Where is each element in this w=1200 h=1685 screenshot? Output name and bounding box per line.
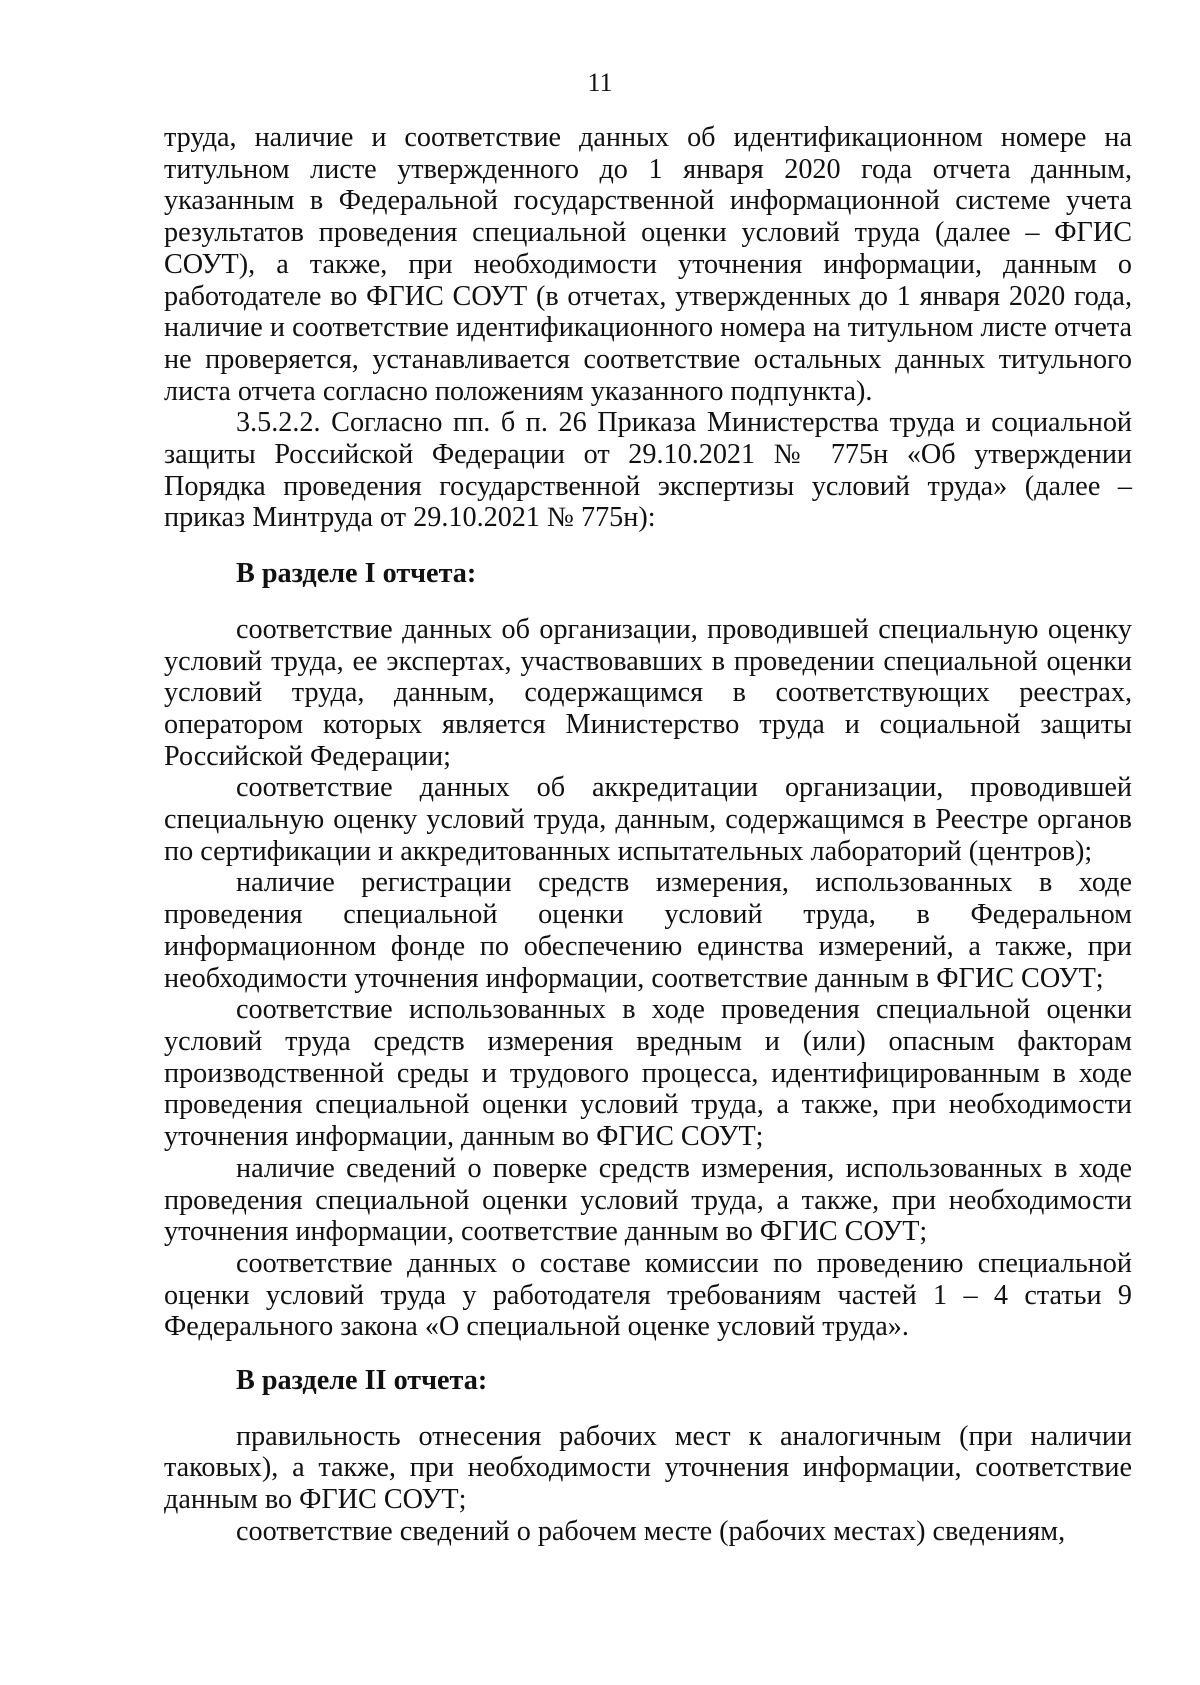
section1-item: соответствие данных об аккредитации организации, проводившей специальную оценку условий труда, данным, содержащимся в Реестре органов по сертификации и аккредитованных испытательных лабораторий (центров); [164, 772, 1132, 867]
section1-item: наличие регистрации средств измерения, использованных в ходе проведения специальной оценки условий труда, в Федеральном информационном фонде по обеспечению единства измерений, а также, при необходимости уточнения информации, соответствие данным в ФГИС СОУТ; [164, 867, 1132, 994]
section1-item: соответствие данных об организации, проводившей специальную оценку условий труда, ее экспертах, участвовавших в проведении специальной оценки условий труда, данным, содержащимся в соответствующих реестрах, оператором которых является Министерство труда и социальной защиты Российской Федерации; [164, 613, 1132, 772]
section-heading-2: В разделе II отчета: [236, 1365, 488, 1397]
paragraph-3-5-2-2: 3.5.2.2. Согласно пп. б п. 26 Приказа Министерства труда и социальной защиты Российской Федерации от 29.10.2021 № 775н «Об утверждении Порядка проведения государственной экспертизы условий труда» (далее – приказ Минтруда от 29.10.2021 № 775н): [164, 407, 1132, 534]
section2-item: правильность отнесения рабочих мест к аналогичным (при наличии таковых), а также, при необходимости уточнения информации, соответствие данным во ФГИС СОУТ; [164, 1420, 1132, 1516]
document-body [164, 122, 1132, 1548]
section-heading-1: В разделе I отчета: [236, 558, 477, 590]
section2-item: соответствие сведений о рабочем месте (рабочих местах) сведениям, [236, 1515, 1066, 1547]
paragraph-continuation: труда, наличие и соответствие данных об идентификационном номере на титульном листе утвержденного до 1 января 2020 года отчета данным, указанным в Федеральной государственной информационной системе учета результатов проведения специальной оценки условий труда (далее – ФГИС СОУТ), а также, при необходимости уточнения информации, данным о работодателе во ФГИС СОУТ (в отчетах, утвержденных до 1 января 2020 года, наличие и соответствие идентификационного номера на титульном листе отчета не проверяется, устанавливается соответствие остальных данных титульного листа отчета согласно положениям указанного подпункта). [164, 122, 1132, 407]
section1-item: соответствие использованных в ходе проведения специальной оценки условий труда средств измерения вредным и (или) опасным факторам производственной среды и трудового процесса, идентифицированным в ходе проведения специальной оценки условий труда, а также, при необходимости уточнения информации, данным во ФГИС СОУТ; [164, 994, 1132, 1153]
page-number: 11 [587, 68, 613, 97]
section1-item: наличие сведений о поверке средств измерения, использованных в ходе проведения специальной оценки условий труда, а также, при необходимости уточнения информации, соответствие данным во ФГИС СОУТ; [164, 1152, 1132, 1248]
section1-item: соответствие данных о составе комиссии по проведению специальной оценки условий труда у работодателя требованиям частей 1 – 4 статьи 9 Федерального закона «О специальной оценке условий труда». [164, 1247, 1132, 1343]
